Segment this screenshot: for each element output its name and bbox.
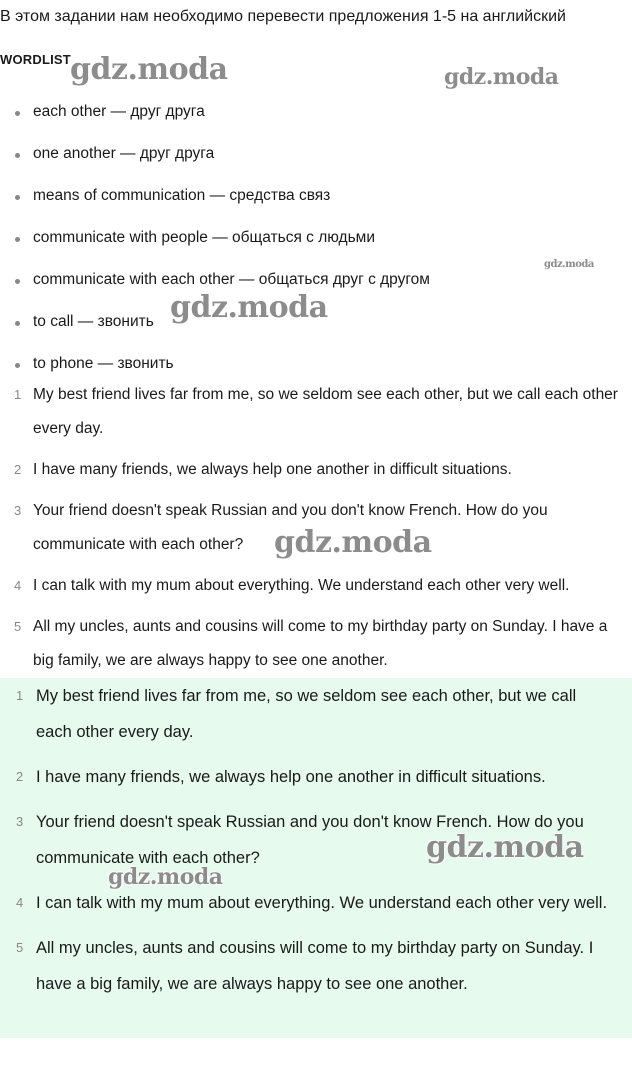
sentence-number: 5 xyxy=(14,619,22,634)
bullet-dot-icon xyxy=(15,279,20,284)
sentence-item xyxy=(0,453,630,487)
bullet-dot-icon xyxy=(15,195,20,200)
watermark: gdz.moda xyxy=(70,52,228,87)
answer-text: I have many friends, we always help one another in difficult situations. xyxy=(36,768,546,786)
intro-text: В этом задании нам необходимо перевести предложения 1-5 на английский xyxy=(0,8,566,25)
sentence-item xyxy=(0,569,630,603)
wordlist-item-text: communicate with each other — общаться друг с другом xyxy=(33,271,430,288)
wordlist-item-text: communicate with people — общаться с людьми xyxy=(33,229,375,246)
answer-number: 3 xyxy=(16,814,24,829)
bullet-dot-icon xyxy=(15,237,20,242)
bullet-dot-icon xyxy=(15,111,20,116)
watermark: gdz.moda xyxy=(170,290,328,325)
wordlist-title: WORDLIST xyxy=(0,52,71,67)
answer-number: 5 xyxy=(16,940,24,955)
sentence-number: 3 xyxy=(14,503,22,518)
sentence-item xyxy=(0,378,630,446)
answer-item xyxy=(0,930,612,1002)
answer-item xyxy=(0,678,612,750)
watermark: gdz.moda xyxy=(544,259,594,270)
wordlist-item xyxy=(0,93,430,135)
sentence-number: 2 xyxy=(14,462,22,477)
watermark: gdz.moda xyxy=(108,864,223,890)
bullet-dot-icon xyxy=(15,363,20,368)
wordlist-item-text: each other — друг друга xyxy=(33,103,205,120)
sentence-text: My best friend lives far from me, so we seldom see each other, but we call each other every day. xyxy=(33,386,618,437)
wordlist-item-text: to call — звонить xyxy=(33,313,154,330)
answer-number: 4 xyxy=(16,895,24,910)
wordlist-item-text: means of communication — средства связ xyxy=(33,187,331,204)
watermark: gdz.moda xyxy=(274,525,432,560)
answer-item xyxy=(0,759,612,795)
wordlist-item xyxy=(0,177,430,219)
sentence-text: Your friend doesn't speak Russian and you don't know French. How do you communicate with each other? xyxy=(33,502,548,553)
wordlist-item-text: one another — друг друга xyxy=(33,145,215,162)
watermark: gdz.moda xyxy=(426,830,584,865)
answer-text: My best friend lives far from me, so we seldom see each other, but we call each other every day. xyxy=(36,687,577,741)
sentence-number: 4 xyxy=(14,578,22,593)
answer-text: Your friend doesn't speak Russian and you don't know French. How do you communicate with each other? xyxy=(36,813,584,867)
sentence-text: All my uncles, aunts and cousins will come to my birthday party on Sunday. I have a big family, we are always happy to see one another. xyxy=(33,618,608,669)
answer-number: 1 xyxy=(16,688,24,703)
answer-number: 2 xyxy=(16,769,24,784)
sentence-text: I have many friends, we always help one another in difficult situations. xyxy=(33,461,512,478)
bullet-dot-icon xyxy=(15,321,20,326)
wordlist-item-text: to phone — звонить xyxy=(33,355,174,372)
wordlist-item xyxy=(0,219,430,261)
answer-text: I can talk with my mum about everything. We understand each other very well. xyxy=(36,894,608,912)
wordlist xyxy=(0,93,430,387)
wordlist-item xyxy=(0,135,430,177)
watermark: gdz.moda xyxy=(444,64,559,90)
bullet-dot-icon xyxy=(15,153,20,158)
answer-item xyxy=(0,885,612,921)
answer-text: All my uncles, aunts and cousins will come to my birthday party on Sunday. I have a big family, we are always happy to see one another. xyxy=(36,939,594,993)
sentence-text: I can talk with my mum about everything. We understand each other very well. xyxy=(33,577,570,594)
sentence-number: 1 xyxy=(14,387,22,402)
sentence-item xyxy=(0,610,630,678)
